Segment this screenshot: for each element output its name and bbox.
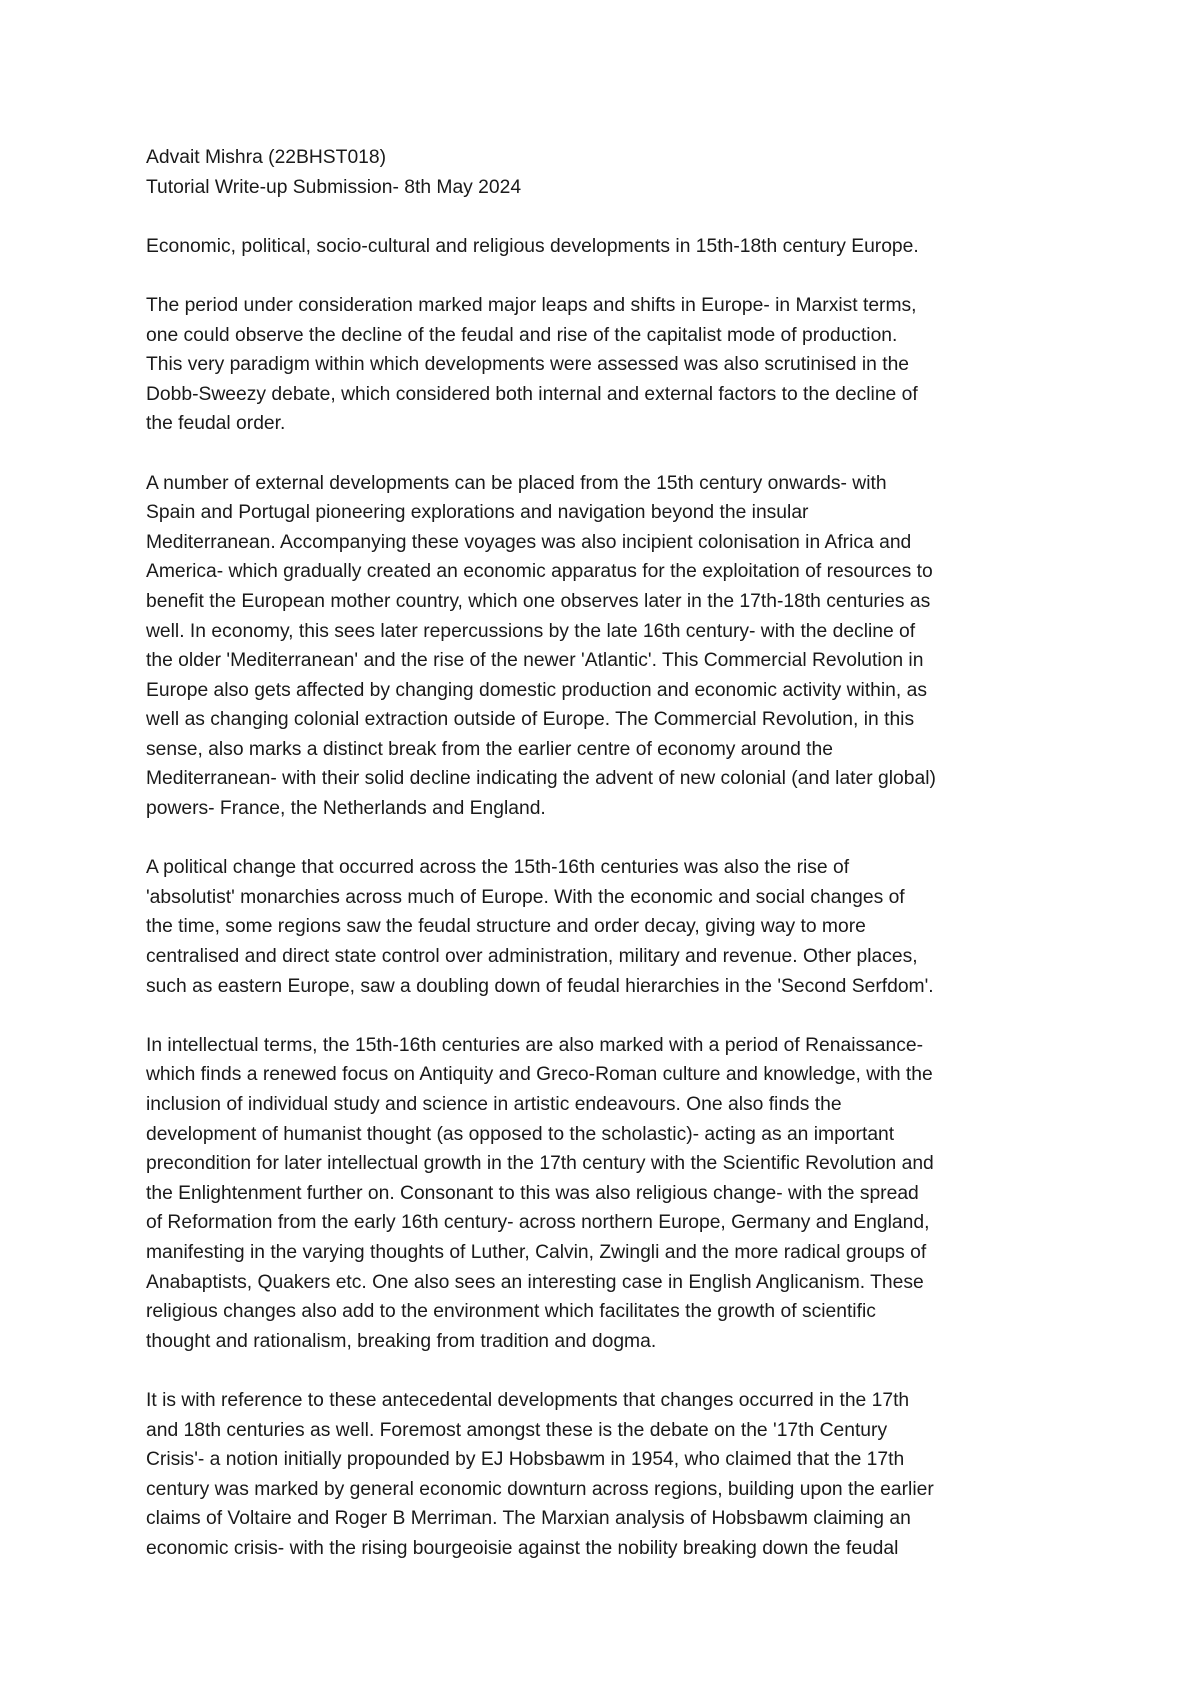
paragraph-line: precondition for later intellectual growth in the 17th century with the Scientific Revolution and (146, 1153, 934, 1175)
submission-line: Tutorial Write-up Submission- 8th May 2024 (146, 176, 522, 198)
paragraph-line: In intellectual terms, the 15th-16th centuries are also marked with a period of Renaissance- (146, 1034, 924, 1056)
paragraph-line: This very paradigm within which developments were assessed was also scrutinised in the (146, 354, 910, 376)
paragraph-line: thought and rationalism, breaking from tradition and dogma. (146, 1330, 657, 1352)
paragraph-line: sense, also marks a distinct break from the earlier centre of economy around the (146, 738, 833, 760)
paragraph-line: economic crisis- with the rising bourgeoisie against the nobility breaking down the feudal (146, 1537, 899, 1559)
body-paragraphs (146, 291, 1086, 1564)
paragraph (146, 469, 1086, 824)
paragraph-line: Mediterranean- with their solid decline indicating the advent of new colonial (and later global) (146, 768, 936, 790)
paragraph (146, 1386, 1086, 1564)
paragraph-line: claims of Voltaire and Roger B Merriman. The Marxian analysis of Hobsbawm claiming an (146, 1508, 911, 1530)
paragraph-line: Mediterranean. Accompanying these voyages was also incipient colonisation in Africa and (146, 531, 912, 553)
paragraph-line: manifesting in the varying thoughts of Luther, Calvin, Zwingli and the more radical groups of (146, 1241, 927, 1263)
paragraph-line: Europe also gets affected by changing domestic production and economic activity within, as (146, 679, 927, 701)
paragraph-line: 'absolutist' monarchies across much of Europe. With the economic and social changes of (146, 886, 905, 908)
paragraph (146, 1031, 1086, 1357)
paragraph-line: Anabaptists, Quakers etc. One also sees an interesting case in English Anglicanism. These (146, 1271, 924, 1293)
paragraph-line: religious changes also add to the environment which facilitates the growth of scientific (146, 1301, 876, 1323)
paragraph-line: Dobb-Sweezy debate, which considered both internal and external factors to the decline of (146, 383, 918, 405)
paragraph-line: development of humanist thought (as opposed to the scholastic)- acting as an important (146, 1123, 895, 1145)
document-header (146, 143, 1086, 202)
paragraph-line: which finds a renewed focus on Antiquity and Greco-Roman culture and knowledge, with the (146, 1064, 933, 1086)
paragraph (146, 853, 1086, 1001)
paragraph-line: such as eastern Europe, saw a doubling down of feudal hierarchies in the 'Second Serfdom'. (146, 975, 934, 997)
paragraph-line: one could observe the decline of the feudal and rise of the capitalist mode of production. (146, 324, 898, 346)
paragraph-line: the time, some regions saw the feudal structure and order decay, giving way to more (146, 916, 866, 938)
paragraph-line: powers- France, the Netherlands and England. (146, 798, 546, 820)
paragraph-line: the older 'Mediterranean' and the rise of the newer 'Atlantic'. This Commercial Revolution in (146, 650, 924, 672)
paragraph-line: It is with reference to these antecedental developments that changes occurred in the 17th (146, 1389, 910, 1411)
paragraph-line: A political change that occurred across the 15th-16th centuries was also the rise of (146, 857, 850, 879)
paragraph-line: and 18th centuries as well. Foremost amongst these is the debate on the '17th Century (146, 1419, 888, 1441)
paragraph-line: The period under consideration marked major leaps and shifts in Europe- in Marxist terms, (146, 294, 917, 316)
document-page (146, 143, 1086, 1593)
paragraph-line: A number of external developments can be placed from the 15th century onwards- with (146, 472, 887, 494)
paragraph-line: century was marked by general economic downturn across regions, building upon the earlier (146, 1478, 934, 1500)
paragraph (146, 291, 1086, 439)
document-title (146, 232, 1086, 262)
paragraph-line: benefit the European mother country, which one observes later in the 17th-18th centuries as (146, 590, 931, 612)
paragraph-line: the feudal order. (146, 413, 286, 435)
paragraph-line: well. In economy, this sees later repercussions by the late 16th century- with the decline of (146, 620, 916, 642)
paragraph-line: centralised and direct state control over administration, military and revenue. Other places, (146, 946, 918, 968)
paragraph-line: the Enlightenment further on. Consonant to this was also religious change- with the spread (146, 1182, 919, 1204)
paragraph-line: Spain and Portugal pioneering explorations and navigation beyond the insular (146, 502, 809, 524)
paragraph-line: of Reformation from the early 16th century- across northern Europe, Germany and England, (146, 1212, 930, 1234)
paragraph-line: inclusion of individual study and science in artistic endeavours. One also finds the (146, 1094, 842, 1115)
author-line: Advait Mishra (22BHST018) (146, 147, 387, 168)
paragraph-line: America- which gradually created an economic apparatus for the exploitation of resources to (146, 561, 933, 583)
title-line: Economic, political, socio-cultural and religious developments in 15th-18th century Europe. (146, 235, 919, 257)
paragraph-line: well as changing colonial extraction outside of Europe. The Commercial Revolution, in this (146, 709, 915, 731)
paragraph-line: Crisis'- a notion initially propounded by EJ Hobsbawm in 1954, who claimed that the 17th (146, 1449, 905, 1471)
